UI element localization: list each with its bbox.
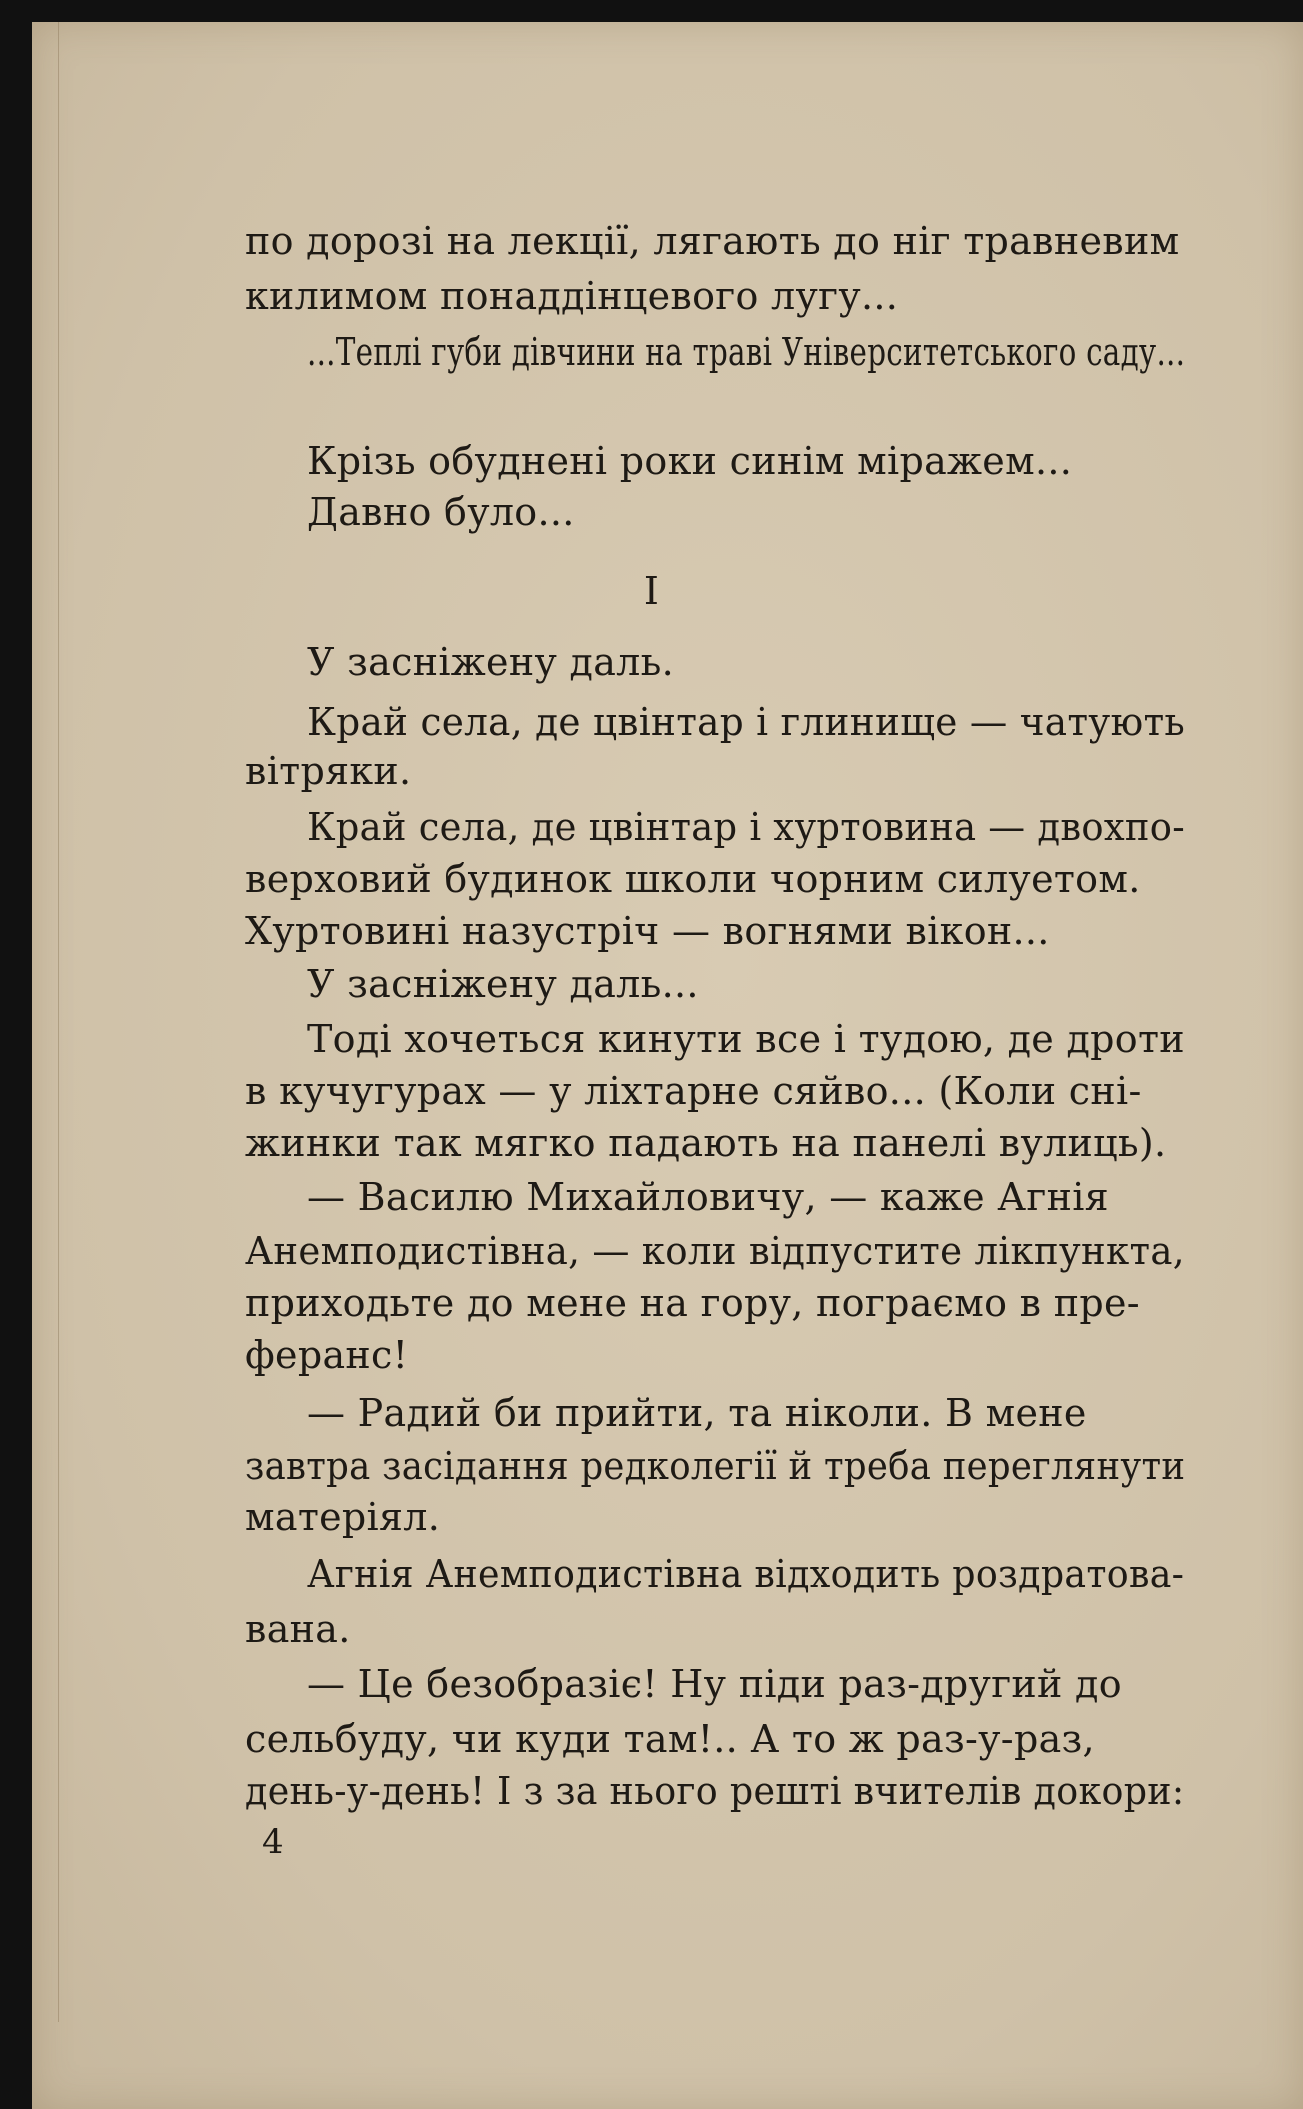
text-line: сельбуду, чи куди там!.. А то ж раз-у-раз, (245, 1717, 1095, 1761)
text-line: ...Теплі губи дівчини на траві Університетського саду... (307, 330, 1186, 374)
text-line: приходьте до мене на гору, пограємо в пре- (245, 1281, 1140, 1325)
text-line: Крізь обуднені роки синім міражем... (307, 439, 1073, 483)
text-line: Край села, де цвінтар і хуртовина — двохпо- (307, 805, 1185, 849)
text-line: Давно було... (307, 490, 575, 534)
text-line: день-у-день! І з за нього решті вчителів докори: (245, 1769, 1185, 1813)
text-line: Тоді хочеться кинути все і тудою, де дроти (307, 1017, 1185, 1061)
text-line: в кучугурах — у ліхтарне сяйво... (Коли сні- (245, 1069, 1142, 1113)
text-line: У засніжену даль... (307, 962, 699, 1006)
chapter-heading: I (643, 569, 660, 613)
text-line: вітряки. (245, 749, 412, 793)
text-line: — Це безобразіє! Ну піди раз-другий до (307, 1662, 1122, 1706)
text-line: по дорозі на лекції, лягають до ніг травневим (245, 219, 1180, 263)
text-line: вана. (245, 1607, 351, 1651)
text-line: У засніжену даль. (307, 640, 674, 684)
text-line: — Радий би прийти, та ніколи. В мене (307, 1391, 1087, 1435)
text-line: Анемподистівна, — коли відпустите лікпункта, (245, 1229, 1185, 1273)
text-line: завтра засідання редколегії й треба переглянути (245, 1444, 1186, 1488)
page-number: 4 (262, 1822, 284, 1862)
page-edge-divider (58, 22, 65, 2022)
text-line: жинки так мягко падають на панелі вулиць). (245, 1121, 1167, 1165)
text-line: феранс! (245, 1333, 409, 1377)
text-line: матеріял. (245, 1495, 441, 1539)
text-line: Край села, де цвінтар і глинище — чатують (307, 700, 1186, 744)
text-line: верховий будинок школи чорним силуетом. (245, 857, 1141, 901)
text-line: килимом понаддінцевого лугу... (245, 274, 899, 318)
text-line: — Василю Михайловичу, — каже Агнія (307, 1175, 1109, 1219)
text-line: Агнія Анемподистівна відходить роздратова- (307, 1552, 1185, 1596)
text-line: Хуртовині назустріч — вогнями вікон... (245, 909, 1050, 953)
